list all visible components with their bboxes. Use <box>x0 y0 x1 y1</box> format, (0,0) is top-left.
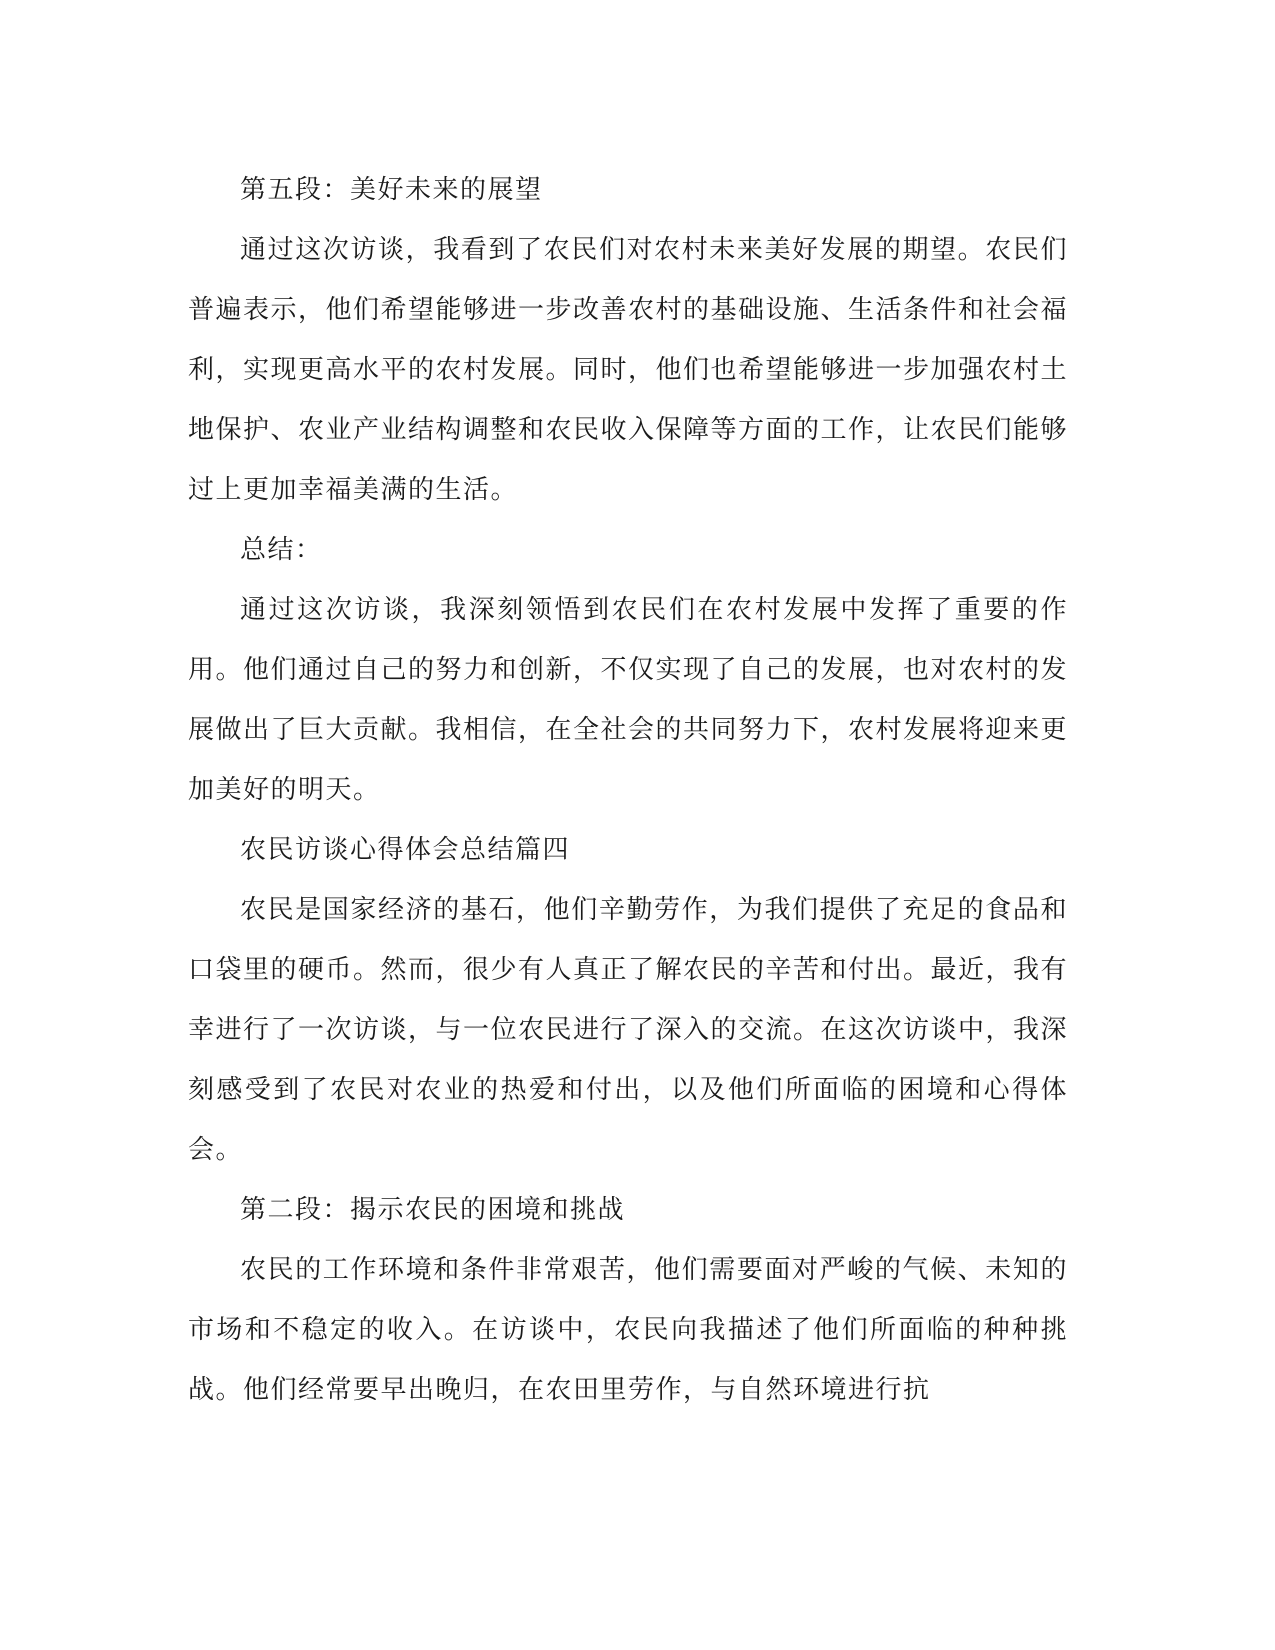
section-heading-challenges: 第二段：揭示农民的困境和挑战 <box>240 1195 626 1225</box>
article-title-part-four: 农民访谈心得体会总结篇四 <box>240 835 571 865</box>
paragraph-challenges: 农民的工作环境和条件非常艰苦，他们需要面对严峻的气候、未知的市场和不稳定的收入。在访谈中，农民向我描述了他们所面临的种种挑战。他们经常要早出晚归，在农田里劳作，与自然环境进行抗 <box>188 1255 1068 1405</box>
document-body <box>188 160 1068 1420</box>
paragraph-future-outlook: 通过这次访谈，我看到了农民们对农村未来美好发展的期望。农民们普遍表示，他们希望能够进一步改善农村的基础设施、生活条件和社会福利，实现更高水平的农村发展。同时，他们也希望能够进一步加强农村土地保护、农业产业结构调整和农民收入保障等方面的工作，让农民们能够过上更加幸福美满的生活。 <box>188 235 1069 505</box>
paragraph-introduction: 农民是国家经济的基石，他们辛勤劳作，为我们提供了充足的食品和口袋里的硬币。然而，很少有人真正了解农民的辛苦和付出。最近，我有幸进行了一次访谈，与一位农民进行了深入的交流。在这次访谈中，我深刻感受到了农民对农业的热爱和付出，以及他们所面临的困境和心得体会。 <box>188 895 1069 1165</box>
section-heading-future-outlook: 第五段：美好未来的展望 <box>240 175 543 205</box>
paragraph-summary: 通过这次访谈，我深刻领悟到农民们在农村发展中发挥了重要的作用。他们通过自己的努力和创新，不仅实现了自己的发展，也对农村的发展做出了巨大贡献。我相信，在全社会的共同努力下，农村发展将迎来更加美好的明天。 <box>188 595 1069 805</box>
section-heading-summary: 总结： <box>240 535 323 565</box>
